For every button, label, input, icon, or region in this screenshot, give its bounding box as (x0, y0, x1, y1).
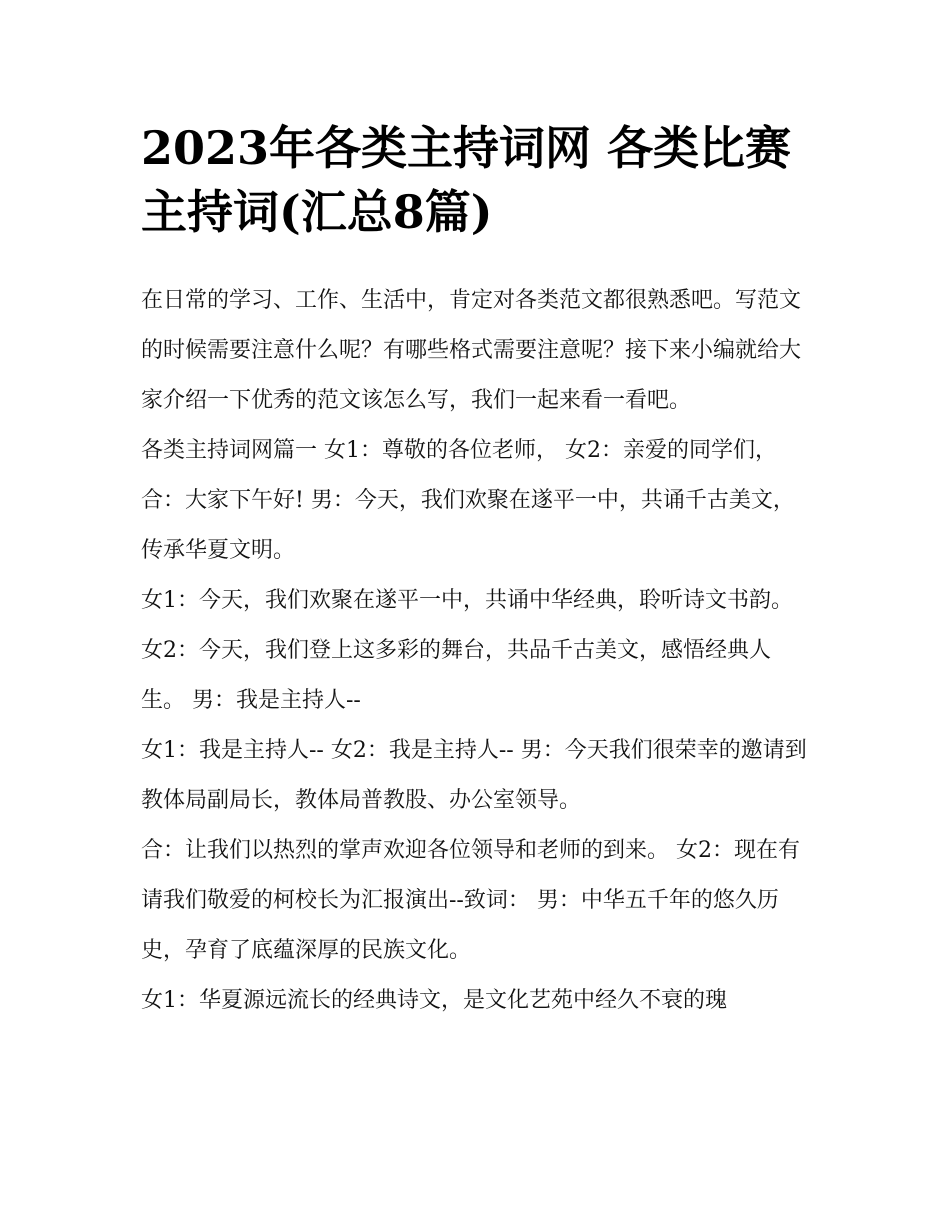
paragraph: 在日常的学习、工作、生活中，肯定对各类范文都很熟悉吧。写范文的时候需要注意什么呢？有哪些格式需要注意呢？接下来小编就给大家介绍一下优秀的范文该怎么写，我们一起来看一看吧。 (141, 288, 802, 413)
paragraph: 女1：华夏源远流长的经典诗文，是文化艺苑中经久不衰的瑰 (141, 988, 727, 1013)
paragraph: 各类主持词网篇一 女1：尊敬的各位老师， 女2：亲爱的同学们， 合：大家下午好! 男：今天，我们欢聚在遂平一中，共诵千古美文，传承华夏文明。 (141, 438, 795, 563)
document-body (141, 276, 811, 1026)
paragraph: 女1：今天，我们欢聚在遂平一中，共诵中华经典，聆听诗文书韵。 女2：今天，我们登上这多彩的舞台，共品千古美文，感悟经典人生。 男：我是主持人-- (141, 588, 793, 713)
document-title: 2023年各类主持词网 各类比赛主持词(汇总8篇) (141, 121, 792, 239)
paragraph: 女1：我是主持人-- 女2：我是主持人-- 男：今天我们很荣幸的邀请到教体局副局长，教体局普教股、办公室领导。 (141, 738, 807, 813)
paragraph: 合：让我们以热烈的掌声欢迎各位领导和老师的到来。 女2：现在有请我们敬爱的柯校长为汇报演出--致词： 男：中华五千年的悠久历史，孕育了底蕴深厚的民族文化。 (141, 838, 800, 963)
